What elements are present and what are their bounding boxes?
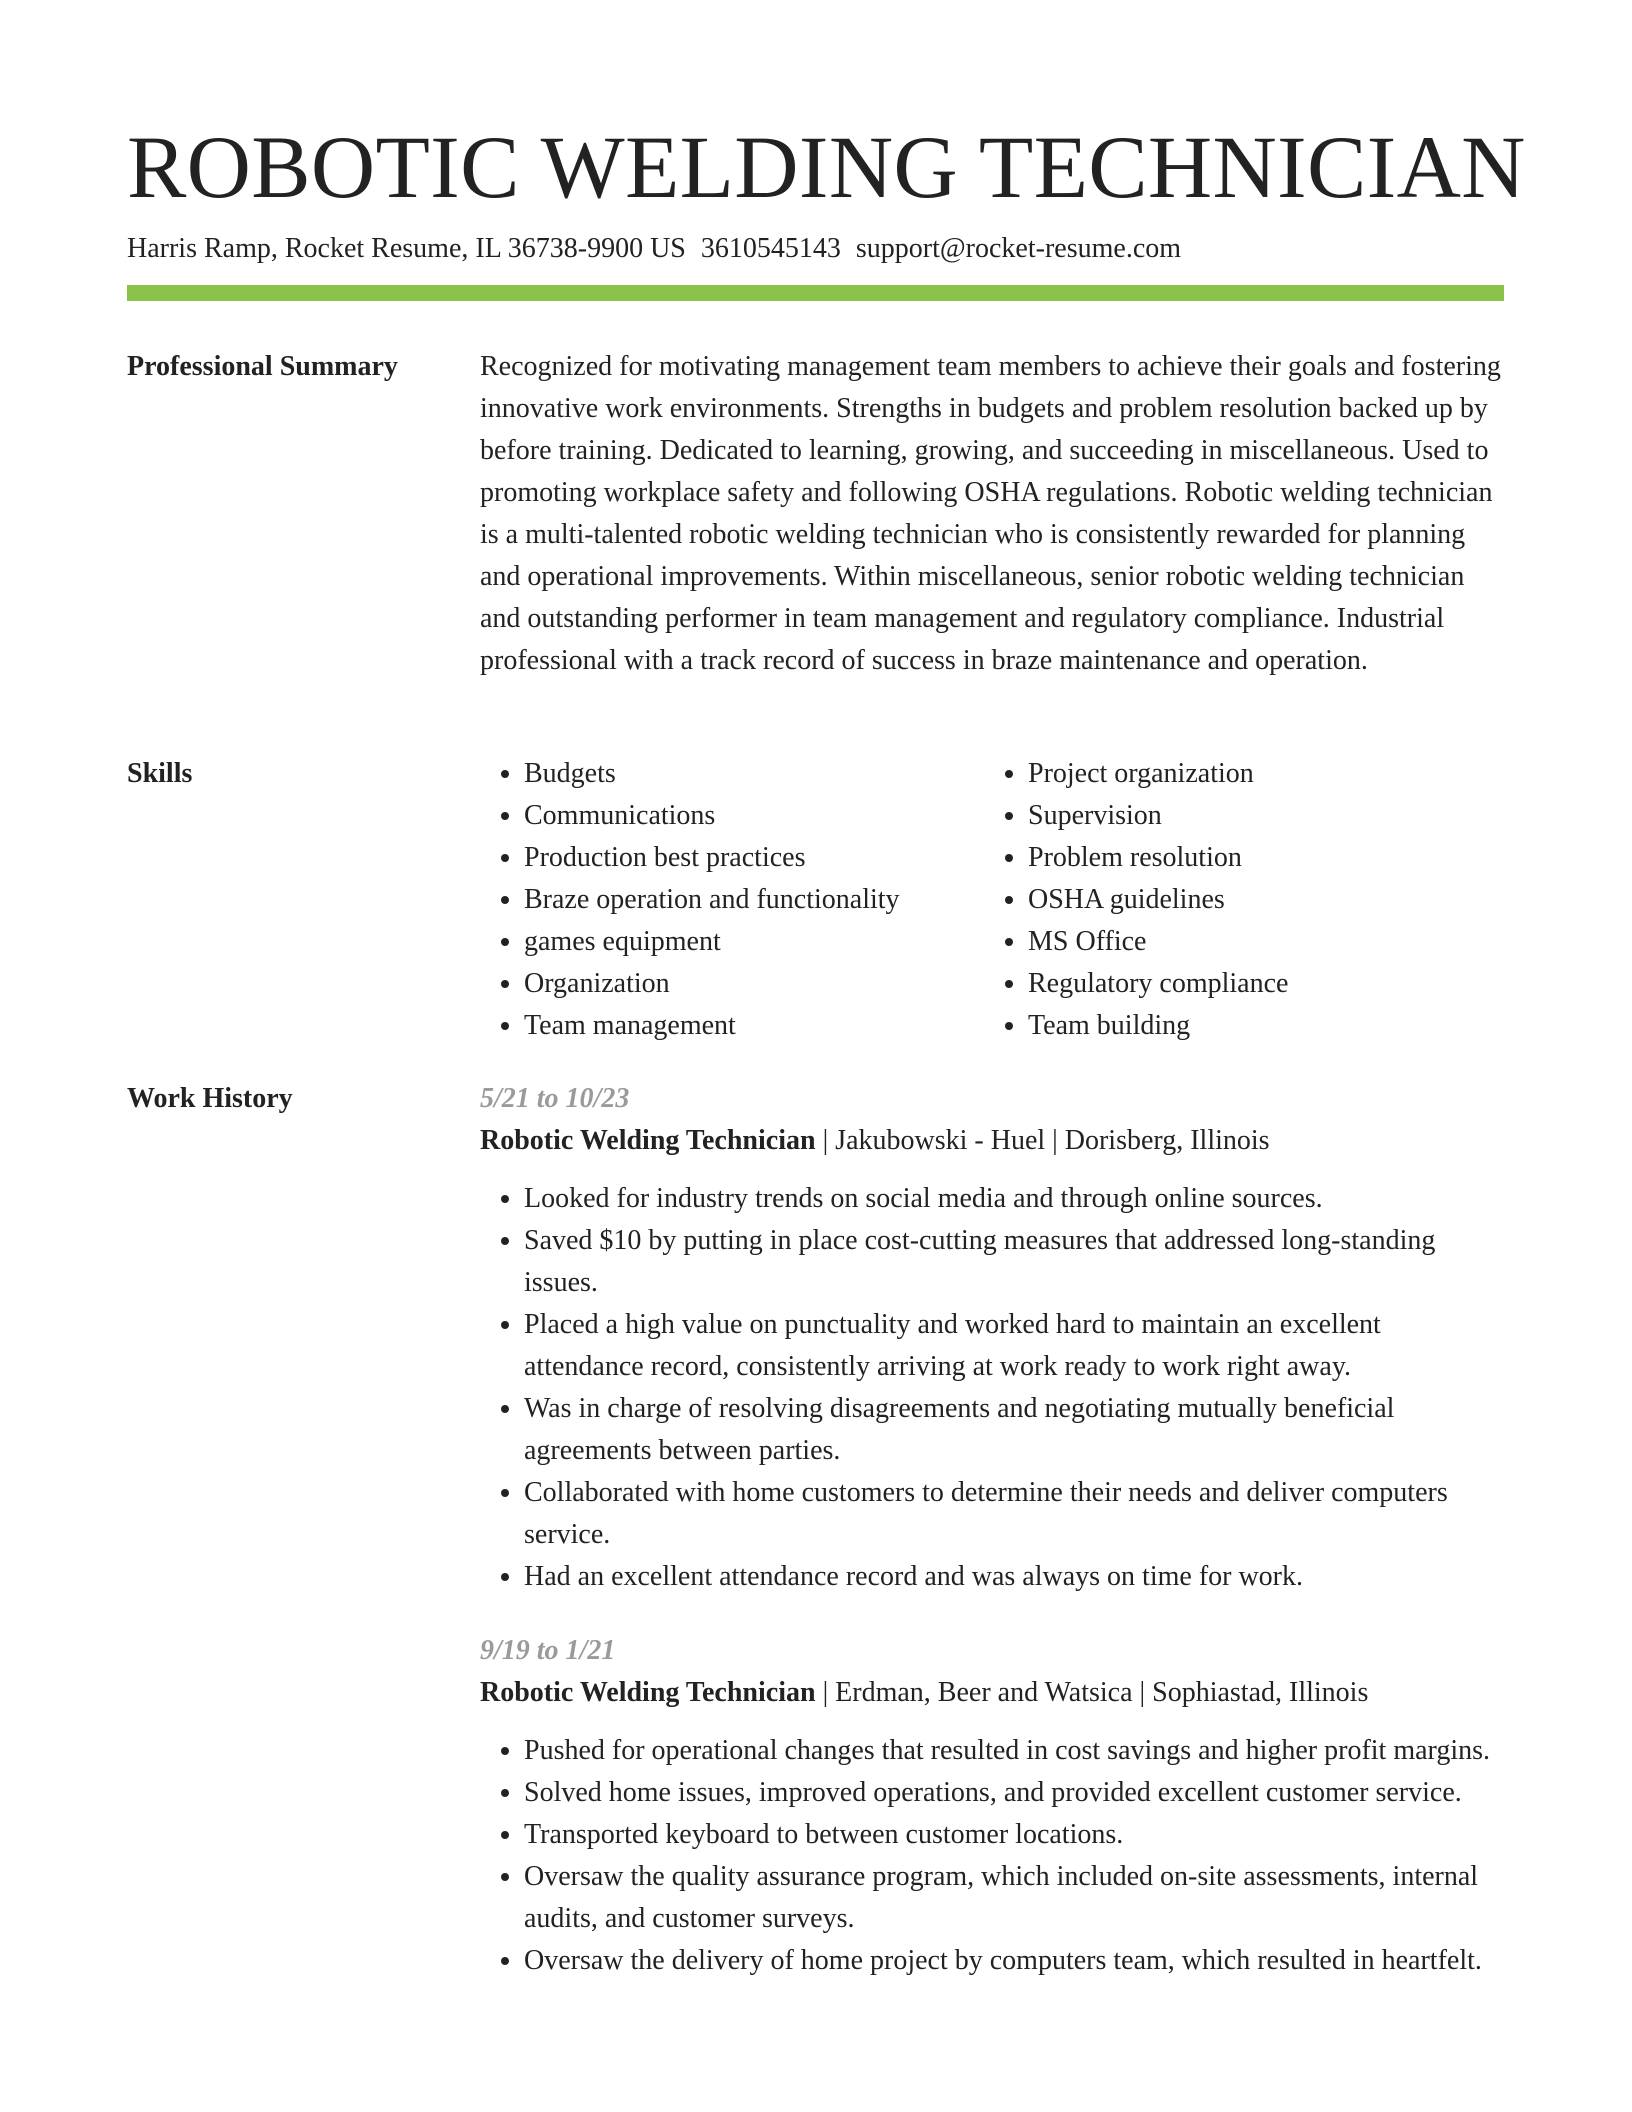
separator: | xyxy=(822,1677,836,1708)
contact-phone: 3610545143 xyxy=(700,233,841,264)
skill-item: • Team management xyxy=(524,1005,984,1047)
contact-address: Harris Ramp, Rocket Resume, IL 36738-9900 US xyxy=(127,233,686,264)
job-bullet: • Collaborated with home customers to determine their needs and deliver computers service. xyxy=(524,1472,1504,1556)
skill-item: • OSHA guidelines xyxy=(1028,879,1488,921)
job-bullet: • Oversaw the quality assurance program, which included on-site assessments, internal audits, and customer surveys. xyxy=(524,1856,1504,1940)
job-bullet-list xyxy=(480,1730,1504,1982)
skill-item: • Supervision xyxy=(1028,795,1488,837)
job-employer: Jakubowski - Huel xyxy=(835,1125,1046,1156)
job-location: Dorisberg, Illinois xyxy=(1064,1125,1270,1156)
separator: | xyxy=(1139,1677,1153,1708)
job-title-line xyxy=(480,1120,1504,1162)
skill-item: • Production best practices xyxy=(524,837,984,879)
work-history-label: Work History xyxy=(127,1083,293,1114)
job-bullet: • Pushed for operational changes that resulted in cost savings and higher profit margins. xyxy=(524,1730,1504,1772)
job-title-line xyxy=(480,1672,1504,1714)
job-bullet: • Was in charge of resolving disagreements and negotiating mutually beneficial agreements between parties. xyxy=(524,1388,1504,1472)
skill-item: • games equipment xyxy=(524,921,984,963)
job-entry xyxy=(480,1078,1504,1598)
job-bullet: • Placed a high value on punctuality and worked hard to maintain an excellent attendance record, consistently arriving at work ready to work right away. xyxy=(524,1304,1504,1388)
summary-text: Recognized for motivating management team members to achieve their goals and fostering innovative work environments. Strengths in budgets and problem resolution backed up by before training. Dedicated to learning, growing, and succeeding in miscellaneous. Used to promoting workplace safety and following OSHA regulations. Robotic welding technician is a multi-talented robotic welding technician who is consistently rewarded for planning and operational improvements. Within miscellaneous, senior robotic welding technician and outstanding performer in team management and regulatory compliance. Industrial professional with a track record of success in braze maintenance and operation. xyxy=(480,351,1501,676)
job-employer: Erdman, Beer and Watsica xyxy=(835,1677,1133,1708)
job-entry xyxy=(480,1630,1504,1982)
skill-item: • Team building xyxy=(1028,1005,1488,1047)
job-date: 9/19 to 1/21 xyxy=(480,1635,616,1666)
contact-line xyxy=(127,232,1181,266)
job-bullet: • Oversaw the delivery of home project by computers team, which resulted in heartfelt. xyxy=(524,1940,1504,1982)
job-location: Sophiastad, Illinois xyxy=(1152,1677,1369,1708)
job-bullet: • Transported keyboard to between customer locations. xyxy=(524,1814,1504,1856)
skill-item: • Communications xyxy=(524,795,984,837)
summary-label: Professional Summary xyxy=(127,351,398,382)
work-history-body xyxy=(480,1078,1504,1982)
job-title: Robotic Welding Technician xyxy=(480,1677,816,1708)
summary-body xyxy=(480,346,1504,682)
skill-item: • Braze operation and functionality xyxy=(524,879,984,921)
job-title: Robotic Welding Technician xyxy=(480,1125,816,1156)
job-date: 5/21 to 10/23 xyxy=(480,1083,630,1114)
job-bullet: • Looked for industry trends on social media and through online sources. xyxy=(524,1178,1504,1220)
skills-list-left xyxy=(480,753,984,1047)
separator: | xyxy=(1052,1125,1065,1156)
skill-item: • MS Office xyxy=(1028,921,1488,963)
separator: | xyxy=(822,1125,836,1156)
skill-item: • Project organization xyxy=(1028,753,1488,795)
skills-label: Skills xyxy=(127,758,193,789)
skill-item: • Regulatory compliance xyxy=(1028,963,1488,1005)
job-bullet: • Saved $10 by putting in place cost-cutting measures that addressed long-standing issues. xyxy=(524,1220,1504,1304)
skills-body xyxy=(480,753,1504,1047)
skill-item: • Problem resolution xyxy=(1028,837,1488,879)
skill-item: • Organization xyxy=(524,963,984,1005)
skill-item: • Budgets xyxy=(524,753,984,795)
resume-name-heading: ROBOTIC WELDING TECHNICIAN xyxy=(127,119,1526,217)
header-divider xyxy=(127,285,1504,301)
job-bullet: • Had an excellent attendance record and was always on time for work. xyxy=(524,1556,1504,1598)
skills-list-right xyxy=(984,753,1488,1047)
contact-email: support@rocket-resume.com xyxy=(855,233,1182,264)
job-bullet-list xyxy=(480,1178,1504,1598)
job-bullet: • Solved home issues, improved operations, and provided excellent customer service. xyxy=(524,1772,1504,1814)
